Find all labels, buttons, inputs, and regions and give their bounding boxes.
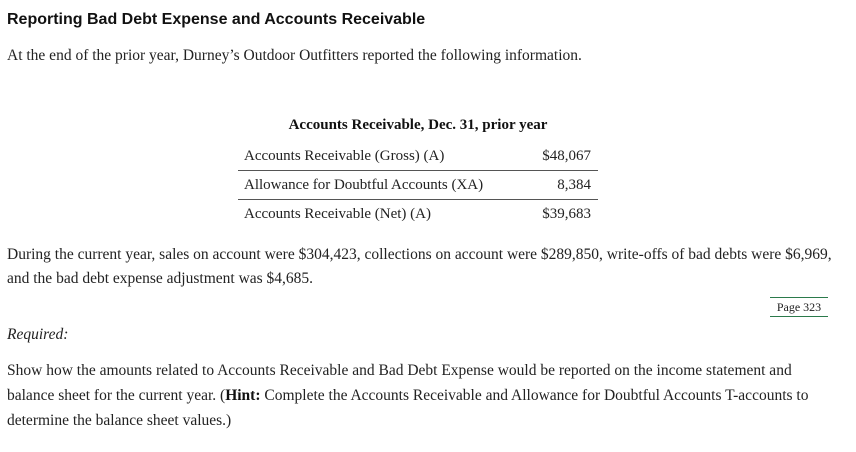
- table-row: [238, 142, 598, 171]
- accounts-receivable-table: [238, 110, 598, 228]
- row-label-allowance: Allowance for Doubtful Accounts (XA): [238, 171, 527, 200]
- table-row: [238, 171, 598, 200]
- row-value-gross: $48,067: [527, 142, 598, 171]
- row-label-net: Accounts Receivable (Net) (A): [238, 200, 527, 229]
- row-value-net: $39,683: [527, 200, 598, 229]
- row-value-allowance: 8,384: [527, 171, 598, 200]
- instruction-text: [7, 358, 837, 433]
- instruction-main: Show how the amounts related to Accounts Receivable and Bad Debt Expense would be reported on the income statement and balance sheet for the current year. (: [7, 362, 792, 404]
- row-label-gross: Accounts Receivable (Gross) (A): [238, 142, 527, 171]
- hint-text: Complete the Accounts Receivable and Allowance for Doubtful Accounts T-accounts to determine the balance sheet values.): [7, 387, 809, 429]
- current-year-paragraph: During the current year, sales on account were $304,423, collections on account were $289,850, write-offs of bad debts were $6,969, and the bad debt expense adjustment was $4,685.: [7, 246, 832, 287]
- intro-text: At the end of the prior year, Durney’s Outdoor Outfitters reported the following information.: [7, 47, 582, 64]
- problem-title: Reporting Bad Debt Expense and Accounts Receivable: [7, 11, 426, 28]
- required-label: Required:: [7, 326, 69, 343]
- page-reference: Page 323: [770, 297, 828, 317]
- hint-label: Hint:: [225, 387, 261, 404]
- table-caption: Accounts Receivable, Dec. 31, prior year: [288, 117, 548, 133]
- table-row-total: [238, 200, 598, 229]
